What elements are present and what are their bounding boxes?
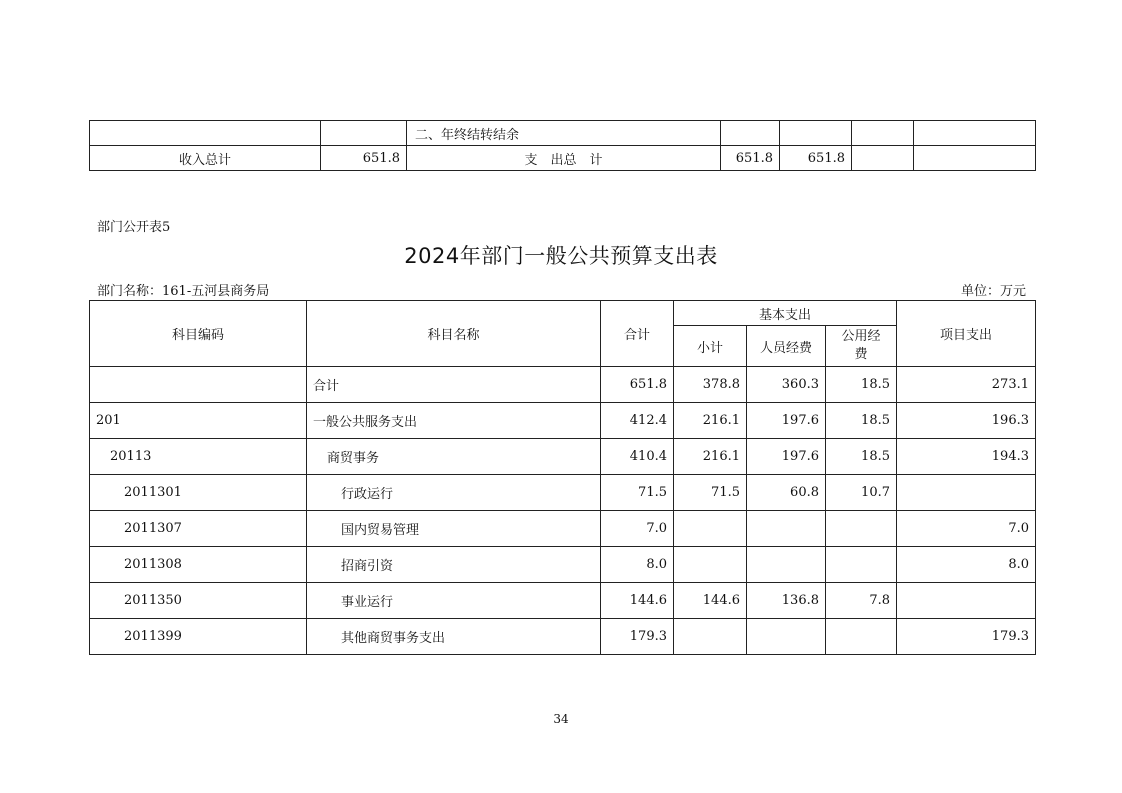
cell-subtotal: 144.6 — [674, 583, 747, 619]
cell-personnel: 360.3 — [747, 367, 826, 403]
summary-cell — [721, 121, 780, 146]
header-code: 科目编码 — [90, 301, 307, 367]
income-total-value: 651.8 — [321, 146, 407, 171]
summary-cell — [914, 146, 1036, 171]
table-row — [90, 583, 1036, 619]
table-row — [90, 547, 1036, 583]
table-row — [90, 475, 1036, 511]
header-total: 合计 — [601, 301, 674, 367]
unit-label: 单位：万元 — [960, 284, 1026, 299]
cell-name: 国内贸易管理 — [307, 511, 601, 547]
table-row — [90, 511, 1036, 547]
cell-code: 20113 — [90, 439, 307, 475]
table-row — [90, 121, 1036, 146]
cell-total: 8.0 — [601, 547, 674, 583]
cell-name: 合计 — [307, 367, 601, 403]
cell-project: 194.3 — [897, 439, 1036, 475]
cell-subtotal: 216.1 — [674, 403, 747, 439]
expense-total-label: 支 出总 计 — [407, 146, 721, 171]
table-row — [90, 146, 1036, 171]
header-project: 项目支出 — [897, 301, 1036, 367]
cell-name: 一般公共服务支出 — [307, 403, 601, 439]
cell-personnel — [747, 619, 826, 655]
cell-code: 2011307 — [90, 511, 307, 547]
summary-cell — [914, 121, 1036, 146]
cell-personnel: 197.6 — [747, 403, 826, 439]
cell-public: 7.8 — [826, 583, 897, 619]
expense-total-value: 651.8 — [721, 146, 780, 171]
cell-subtotal — [674, 547, 747, 583]
cell-subtotal: 216.1 — [674, 439, 747, 475]
cell-total: 71.5 — [601, 475, 674, 511]
summary-table — [89, 120, 1036, 171]
cell-project: 8.0 — [897, 547, 1036, 583]
summary-cell — [852, 121, 914, 146]
income-total-label: 收入总计 — [90, 146, 321, 171]
cell-total: 179.3 — [601, 619, 674, 655]
cell-code: 201 — [90, 403, 307, 439]
cell-subtotal — [674, 511, 747, 547]
cell-total: 410.4 — [601, 439, 674, 475]
expense-total-value-2: 651.8 — [780, 146, 852, 171]
cell-code — [90, 367, 307, 403]
cell-name: 其他商贸事务支出 — [307, 619, 601, 655]
cell-public: 18.5 — [826, 367, 897, 403]
header-subtotal: 小计 — [674, 326, 747, 367]
summary-cell — [321, 121, 407, 146]
cell-project: 179.3 — [897, 619, 1036, 655]
cell-code: 2011350 — [90, 583, 307, 619]
cell-name: 商贸事务 — [307, 439, 601, 475]
cell-code: 2011399 — [90, 619, 307, 655]
table-row — [90, 439, 1036, 475]
cell-total: 7.0 — [601, 511, 674, 547]
summary-cell — [90, 121, 321, 146]
cell-code: 2011301 — [90, 475, 307, 511]
cell-personnel — [747, 547, 826, 583]
form-label: 部门公开表5 — [97, 220, 171, 235]
header-personnel: 人员经费 — [747, 326, 826, 367]
cell-personnel: 60.8 — [747, 475, 826, 511]
page-number: 34 — [553, 712, 569, 726]
cell-public — [826, 547, 897, 583]
summary-cell — [852, 146, 914, 171]
cell-subtotal: 378.8 — [674, 367, 747, 403]
cell-total: 144.6 — [601, 583, 674, 619]
cell-personnel — [747, 511, 826, 547]
cell-project: 196.3 — [897, 403, 1036, 439]
cell-project — [897, 583, 1036, 619]
cell-public — [826, 511, 897, 547]
cell-project — [897, 475, 1036, 511]
table-row — [90, 367, 1036, 403]
cell-total: 412.4 — [601, 403, 674, 439]
header-name: 科目名称 — [307, 301, 601, 367]
cell-total: 651.8 — [601, 367, 674, 403]
budget-expenditure-table — [89, 300, 1036, 655]
cell-project: 7.0 — [897, 511, 1036, 547]
header-public: 公用经费 — [826, 326, 897, 367]
cell-code: 2011308 — [90, 547, 307, 583]
cell-subtotal: 71.5 — [674, 475, 747, 511]
cell-project: 273.1 — [897, 367, 1036, 403]
summary-cell — [780, 121, 852, 146]
page-title: 2024年部门一般公共预算支出表 — [404, 244, 718, 268]
cell-subtotal — [674, 619, 747, 655]
cell-public: 10.7 — [826, 475, 897, 511]
table-row — [90, 403, 1036, 439]
table-row — [90, 619, 1036, 655]
header-basic: 基本支出 — [674, 301, 897, 326]
cell-name: 事业运行 — [307, 583, 601, 619]
cell-public: 18.5 — [826, 439, 897, 475]
cell-name: 行政运行 — [307, 475, 601, 511]
header-row — [90, 301, 1036, 326]
cell-public: 18.5 — [826, 403, 897, 439]
department-name: 部门名称：161-五河县商务局 — [97, 284, 270, 299]
cell-personnel: 136.8 — [747, 583, 826, 619]
cell-personnel: 197.6 — [747, 439, 826, 475]
summary-cell: 二、年终结转结余 — [407, 121, 721, 146]
cell-name: 招商引资 — [307, 547, 601, 583]
cell-public — [826, 619, 897, 655]
